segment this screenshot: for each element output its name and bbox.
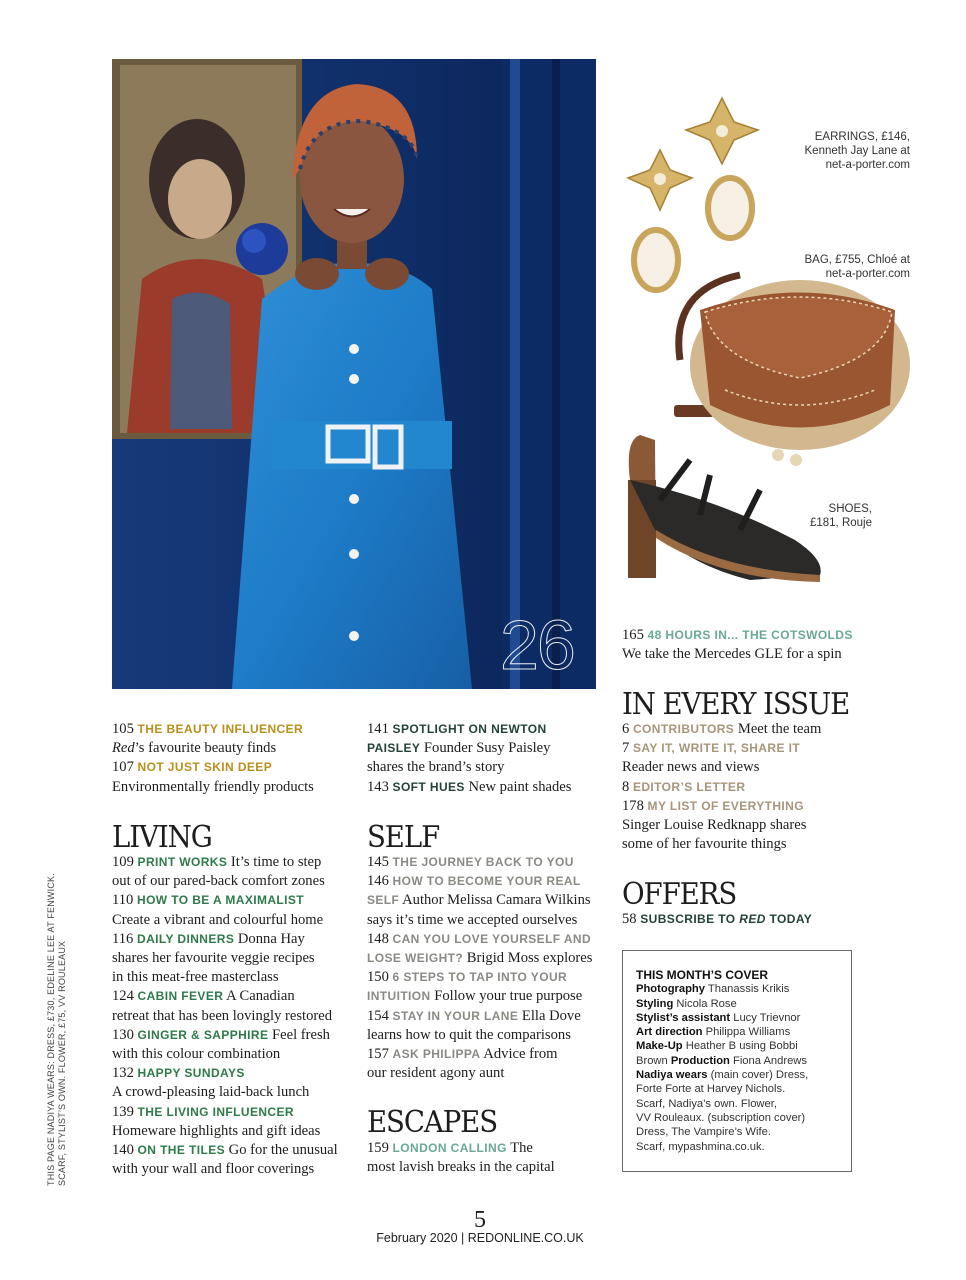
article-link[interactable]: THE JOURNEY BACK TO YOU <box>392 855 574 869</box>
article-description: learns how to quit the comparisons <box>367 1026 571 1043</box>
article-description: Go for the unusual <box>225 1142 338 1159</box>
article-link[interactable]: PAISLEY <box>367 741 421 756</box>
page-number: 110 <box>112 892 137 909</box>
article-link[interactable]: GINGER & SAPPHIRE <box>137 1027 269 1042</box>
credit-line <box>636 1011 851 1025</box>
contents-line <box>112 1160 367 1179</box>
side-credit-line: THIS PAGE NADIYA WEARS: DRESS, £730, EDELINE LEE AT FENWICK. <box>46 873 56 1186</box>
page-number: 107 <box>112 759 134 776</box>
contents-line <box>367 911 617 930</box>
article-description: shares the brand’s story <box>367 759 505 776</box>
credit-name: VV Rouleaux. (subscription cover) <box>636 1111 806 1124</box>
credit-role: Nadiya wears <box>636 1069 708 1082</box>
article-description: A Canadian <box>223 988 295 1005</box>
credit-line <box>636 1025 851 1039</box>
earrings-caption <box>690 130 910 172</box>
page-number: 140 <box>112 1142 138 1159</box>
contents-line <box>622 758 922 777</box>
subscribe-label: TODAY <box>765 912 813 926</box>
page-number: 154 <box>367 1007 393 1024</box>
self-list <box>367 853 617 1083</box>
footer-issue-site: February 2020 | REDONLINE.CO.UK <box>376 1231 584 1245</box>
article-description: It’s time to step <box>227 854 322 870</box>
cover-photo-illustration <box>112 59 596 689</box>
section-title-living: LIVING <box>112 820 212 855</box>
contents-line <box>622 720 922 739</box>
contents-line <box>112 1007 367 1026</box>
article-description: Create a vibrant and colourful home <box>112 911 324 928</box>
article-link[interactable]: HOW TO BECOME YOUR REAL <box>392 874 581 889</box>
article-link[interactable]: STAY IN YOUR LANE <box>392 1008 519 1023</box>
credit-name: Philippa Williams <box>702 1026 791 1039</box>
contents-line <box>367 1064 617 1083</box>
article-description: The <box>506 1140 533 1156</box>
page-number: 141 <box>367 721 389 737</box>
contents-line <box>112 911 367 930</box>
page-number: 130 <box>112 1026 138 1043</box>
contents-line <box>367 1007 617 1026</box>
credit-name: Heather B using Bobbi <box>682 1040 798 1053</box>
contents-line <box>367 930 617 949</box>
living-list <box>112 853 367 1179</box>
credit-role: Art direction <box>636 1026 703 1039</box>
article-description: Homeware highlights and gift ideas <box>112 1122 321 1139</box>
article-link[interactable]: SELF <box>367 893 400 908</box>
page-folio: 5 <box>474 1207 486 1233</box>
section-title-self: SELF <box>367 820 440 855</box>
page-number: 178 <box>622 797 648 814</box>
article-link[interactable]: DAILY DINNERS <box>137 931 235 946</box>
article-description: Follow your true purpose <box>430 988 583 1005</box>
article-description: most lavish breaks in the capital <box>367 1159 555 1176</box>
page-number: 165 <box>622 627 644 643</box>
article-link[interactable]: EDITOR’S LETTER <box>632 779 746 794</box>
section-title-escapes: ESCAPES <box>367 1105 498 1140</box>
credit-name: Fiona Andrews <box>729 1054 807 1067</box>
feature-page-number: 26 <box>500 606 574 684</box>
credit-line <box>636 997 851 1011</box>
subscribe-magazine: RED <box>739 912 766 926</box>
credit-name: Thanassis Krikis <box>705 983 790 996</box>
contents-line <box>112 1064 367 1083</box>
contents-line <box>622 739 922 758</box>
credit-name: (main cover) Dress, <box>707 1069 809 1082</box>
article-description: Ella Dove <box>518 1007 581 1024</box>
section-title-in-every-issue: IN EVERY ISSUE <box>622 687 850 722</box>
article-link[interactable]: 6 STEPS TO TAP INTO YOUR <box>392 970 568 985</box>
contents-line <box>112 968 367 987</box>
page-number: 159 <box>367 1140 393 1156</box>
article-description: some of her favourite things <box>622 836 787 853</box>
contents-line <box>622 797 922 816</box>
credit-name: Lucy Trievnor <box>730 1011 801 1024</box>
contents-line <box>367 1139 617 1158</box>
credit-name: Brown <box>636 1054 671 1067</box>
contents-line <box>367 968 617 987</box>
credit-line <box>636 982 851 996</box>
article-description: Donna Hay <box>234 930 305 947</box>
contents-line <box>112 1122 367 1141</box>
credit-name: Scarf, mypashmina.co.uk. <box>636 1140 765 1153</box>
article-link[interactable]: THE BEAUTY INFLUENCER <box>137 722 304 736</box>
article-link[interactable]: PRINT WORKS <box>137 855 228 869</box>
article-description: ’s favourite beauty finds <box>134 740 277 757</box>
article-link[interactable]: LONDON CALLING <box>392 1141 507 1155</box>
bag-caption <box>690 253 910 281</box>
article-description: Meet the team <box>734 721 822 737</box>
contents-line <box>112 1045 367 1064</box>
shoes-caption-line: £181, Rouje <box>809 517 872 529</box>
credit-name: Nicola Rose <box>673 997 737 1010</box>
page-number: 132 <box>112 1065 138 1082</box>
article-description: New paint shades <box>464 778 572 795</box>
contents-line <box>622 778 922 797</box>
credit-line <box>636 1054 851 1068</box>
article-description: out of our pared-back comfort zones <box>112 873 325 890</box>
article-link[interactable]: SAY IT, WRITE IT, SHARE IT <box>632 741 801 756</box>
contents-line <box>367 1026 617 1045</box>
contents-line <box>112 1026 367 1045</box>
contents-line <box>112 987 367 1006</box>
article-link[interactable]: CAN YOU LOVE YOURSELF AND <box>392 931 592 946</box>
article-link[interactable]: CONTRIBUTORS <box>632 722 735 736</box>
contents-line <box>367 1158 617 1177</box>
article-link[interactable]: CABIN FEVER <box>137 989 224 1004</box>
contents-line <box>112 930 367 949</box>
article-link[interactable]: THE LIVING INFLUENCER <box>137 1104 294 1119</box>
contents-line <box>112 891 367 910</box>
page-number: 157 <box>367 1046 393 1063</box>
bag-caption-line: net-a-porter.com <box>825 268 910 280</box>
page-number: 109 <box>112 854 138 870</box>
contents-line <box>622 835 922 854</box>
credit-line <box>636 1140 851 1154</box>
page-number: 139 <box>112 1103 138 1120</box>
credit-name: Scarf, Nadiya’s own. Flower, <box>636 1097 777 1110</box>
article-link[interactable]: INTUITION <box>367 989 431 1004</box>
cotswolds-entry <box>622 626 942 664</box>
credit-line <box>636 1125 851 1139</box>
article-description: with your wall and floor coverings <box>112 1161 315 1178</box>
credit-line <box>636 1082 851 1096</box>
credit-line <box>636 1068 851 1082</box>
section-title-offers: OFFERS <box>622 877 737 912</box>
earrings-caption-line: EARRINGS, £146, <box>814 131 910 143</box>
page-number: 8 <box>622 778 633 795</box>
page-number: 145 <box>367 854 393 870</box>
cover-credits-box <box>622 950 852 1172</box>
article-link[interactable]: LOSE WEIGHT? <box>367 951 464 966</box>
contents-line <box>112 949 367 968</box>
page-number: 58 <box>622 911 641 927</box>
article-link[interactable]: MY LIST OF EVERYTHING <box>647 798 804 813</box>
magazine-name: Red <box>112 740 135 757</box>
cover-photo <box>112 59 596 689</box>
page-number: 146 <box>367 873 393 890</box>
shoes-caption-line: SHOES, <box>828 503 872 515</box>
article-description: Advice from <box>480 1046 558 1063</box>
article-description: our resident agony aunt <box>367 1065 505 1082</box>
contents-line <box>112 1103 367 1122</box>
earrings-caption-line: Kenneth Jay Lane at <box>804 145 910 157</box>
bag-caption-line: BAG, £755, Chloé at <box>804 254 910 266</box>
contents-line <box>367 853 617 872</box>
article-link[interactable]: HAPPY SUNDAYS <box>137 1066 245 1081</box>
contents-line <box>112 1141 367 1160</box>
beauty-block <box>112 720 362 797</box>
contents-line <box>367 949 617 968</box>
article-description: Singer Louise Redknapp shares <box>622 817 807 834</box>
contents-line <box>367 872 617 891</box>
article-description: says it’s time we accepted ourselves <box>367 911 578 928</box>
article-link[interactable]: HOW TO BE A MAXIMALIST <box>137 893 305 908</box>
in-every-issue-list <box>622 720 922 854</box>
subscribe-link[interactable] <box>640 912 812 926</box>
article-description: Founder Susy Paisley <box>420 740 551 757</box>
page-number: 105 <box>112 721 134 737</box>
earrings-caption-line: net-a-porter.com <box>825 159 910 171</box>
credit-role: Photography <box>636 983 705 996</box>
article-description: Brigid Moss explores <box>463 950 593 967</box>
article-description: Feel fresh <box>268 1026 330 1043</box>
article-link[interactable]: SOFT HUES <box>392 779 465 794</box>
credit-line <box>636 1039 851 1053</box>
article-link[interactable]: NOT JUST SKIN DEEP <box>137 760 273 775</box>
article-description: in this meat-free masterclass <box>112 969 279 986</box>
page-number: 148 <box>367 930 393 947</box>
article-link[interactable]: ASK PHILIPPA <box>392 1047 481 1062</box>
contents-line <box>622 816 922 835</box>
contents-line <box>112 1083 367 1102</box>
side-credit-line: SCARF, STYLIST’S OWN. FLOWER, £75, VV ROULEAUX <box>57 940 67 1186</box>
article-description: shares her favourite veggie recipes <box>112 950 315 967</box>
shoes-caption <box>750 502 872 530</box>
article-link[interactable]: ON THE TILES <box>137 1143 226 1158</box>
page-number: 150 <box>367 969 393 986</box>
article-link[interactable]: SPOTLIGHT ON NEWTON <box>392 722 547 736</box>
credit-name: Forte Forte at Harvey Nichols. <box>636 1083 786 1096</box>
escapes-list <box>367 1139 617 1177</box>
article-description: retreat that has been lovingly restored <box>112 1007 333 1024</box>
credit-role: Stylist’s assistant <box>636 1011 731 1024</box>
article-description: Environmentally friendly products <box>112 778 314 795</box>
spotlight-block <box>367 720 617 797</box>
article-link[interactable]: 48 HOURS IN... THE COTSWOLDS <box>647 628 853 642</box>
contents-line <box>367 891 617 910</box>
contents-line <box>367 987 617 1006</box>
contents-line <box>112 872 367 891</box>
article-description: A crowd-pleasing laid-back lunch <box>112 1084 310 1101</box>
side-credit <box>46 856 68 1186</box>
page-number: 116 <box>112 930 137 947</box>
article-description: Reader news and views <box>622 759 760 776</box>
credit-role: Production <box>670 1054 730 1067</box>
page-number: 143 <box>367 778 389 795</box>
article-description: We take the Mercedes GLE for a spin <box>622 646 842 663</box>
credit-line <box>636 1097 851 1111</box>
page-number: 7 <box>622 740 633 757</box>
cover-credits-lines <box>636 982 851 1154</box>
subscribe-label: SUBSCRIBE TO <box>640 912 740 926</box>
credit-role: Make-Up <box>636 1040 683 1053</box>
contents-line <box>367 1045 617 1064</box>
page-number: 124 <box>112 988 138 1005</box>
credit-name: Dress, The Vampire’s Wife. <box>636 1126 771 1139</box>
product-panel <box>600 60 930 620</box>
credit-line <box>636 1111 851 1125</box>
bag-illustration <box>674 275 910 466</box>
article-description: with this colour combination <box>112 1046 281 1063</box>
article-description: Author Melissa Camara Wilkins <box>399 892 591 909</box>
contents-line <box>112 853 367 872</box>
credit-role: Styling <box>636 997 674 1010</box>
page-number: 6 <box>622 721 633 737</box>
offers-entry <box>622 910 922 929</box>
cover-credits-heading: THIS MONTH’S COVER <box>636 968 769 982</box>
